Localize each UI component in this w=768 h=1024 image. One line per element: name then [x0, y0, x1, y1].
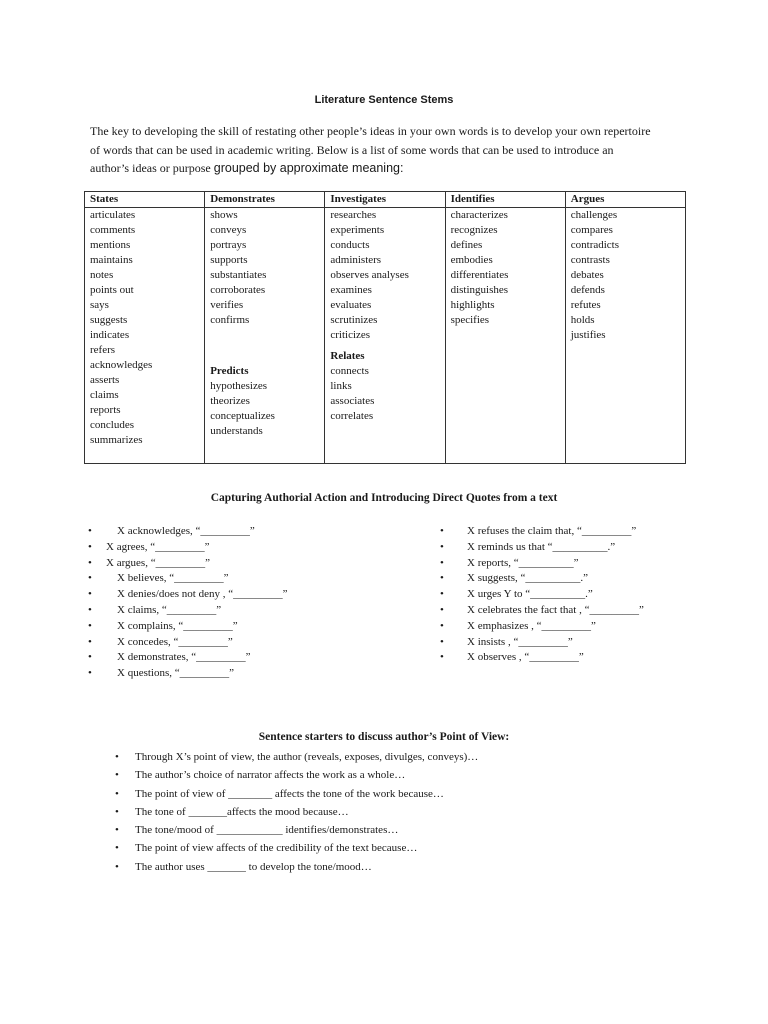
- list-item-text: X refuses the claim that, “_________”: [467, 525, 637, 537]
- point-of-view-list: [115, 748, 478, 876]
- word-item: compares: [570, 224, 613, 236]
- word-table: [84, 191, 686, 464]
- bullet-icon: •: [115, 805, 119, 818]
- word-item: holds: [570, 314, 595, 326]
- word-item: confirms: [210, 314, 250, 326]
- bullet-icon: •: [115, 787, 119, 800]
- list-item-text: X concedes, “_________”: [117, 635, 233, 648]
- word-item: comments: [90, 224, 136, 236]
- list-item: [115, 785, 478, 803]
- word-item: understands: [210, 425, 263, 437]
- word-item: conducts: [330, 239, 370, 251]
- intro-paragraph: [90, 122, 690, 178]
- list-item: [115, 803, 478, 821]
- word-item: suggests: [90, 314, 128, 326]
- list-item-text: The author uses _______ to develop the tone/mood…: [135, 860, 372, 873]
- list-item-text: X believes, “_________”: [117, 572, 229, 585]
- list-item-text: The point of view affects of the credibility of the text because…: [135, 842, 418, 855]
- list-item-text: X agrees, “_________”: [106, 540, 210, 553]
- bullet-icon: •: [115, 842, 119, 855]
- list-item-text: X reports, “__________”: [467, 556, 579, 569]
- list-item-text: X denies/does not deny , “_________”: [117, 588, 288, 601]
- list-item-text: X questions, “_________”: [117, 667, 235, 680]
- bullet-icon: •: [88, 651, 92, 664]
- intro-line-1: The key to developing the skill of restating other people’s ideas in your own words is to develop your own repertoire: [90, 124, 651, 138]
- word-item: distinguishes: [450, 284, 509, 296]
- list-item-text: X urges Y to “__________.”: [467, 588, 593, 601]
- list-item: [88, 666, 287, 682]
- bullet-icon: •: [440, 603, 444, 616]
- word-spacer: [210, 328, 324, 343]
- bullet-icon: •: [88, 525, 92, 537]
- column-investigates: [325, 208, 445, 464]
- word-item: differentiates: [450, 269, 509, 281]
- word-item: links: [330, 380, 352, 392]
- list-item-text: X claims, “_________”: [117, 603, 222, 616]
- word-item: specifies: [450, 314, 490, 326]
- word-item: highlights: [450, 299, 495, 311]
- list-item: [115, 766, 478, 784]
- word-table-body-row: [85, 208, 686, 464]
- list-item: [88, 571, 287, 587]
- word-item: characterizes: [450, 209, 508, 221]
- word-item: administers: [330, 254, 382, 266]
- word-spacer: [210, 343, 324, 358]
- bullet-icon: •: [115, 824, 119, 837]
- list-item: [440, 587, 644, 603]
- word-item: shows: [210, 209, 238, 221]
- word-item: corroborates: [210, 284, 266, 296]
- column-states: [85, 208, 205, 464]
- word-item: articulates: [90, 209, 136, 221]
- word-item: contradicts: [570, 239, 620, 251]
- list-item: [88, 524, 287, 540]
- word-item: refers: [90, 344, 116, 356]
- bullet-icon: •: [115, 860, 119, 873]
- list-item: [440, 524, 644, 540]
- page-title: Literature Sentence Stems: [314, 94, 454, 106]
- word-item: refutes: [570, 299, 601, 311]
- word-item: hypothesizes: [210, 380, 268, 392]
- quotes-list-left: [88, 524, 287, 682]
- section-heading-point-of-view: Sentence starters to discuss author’s Point of View:: [258, 731, 510, 743]
- word-item: indicates: [90, 329, 130, 341]
- word-item: correlates: [330, 410, 374, 422]
- word-item: justifies: [570, 329, 606, 341]
- list-item: [115, 821, 478, 839]
- word-item: supports: [210, 254, 248, 266]
- bullet-icon: •: [115, 769, 119, 782]
- word-item: embodies: [450, 254, 493, 266]
- word-item: observes analyses: [330, 269, 409, 281]
- bullet-icon: •: [88, 556, 92, 569]
- list-item: [88, 540, 287, 556]
- bullet-icon: •: [440, 525, 444, 537]
- bullet-icon: •: [440, 588, 444, 601]
- word-item: evaluates: [330, 299, 372, 311]
- bullet-icon: •: [115, 751, 119, 763]
- word-item: concludes: [90, 419, 134, 431]
- list-item-text: The author’s choice of narrator affects the work as a whole…: [135, 769, 406, 782]
- word-item: says: [90, 299, 109, 311]
- list-item-text: X argues, “_________”: [106, 556, 210, 569]
- word-item: reports: [90, 404, 121, 416]
- bullet-icon: •: [440, 651, 444, 664]
- list-item: [440, 635, 644, 651]
- bullet-icon: •: [88, 619, 92, 632]
- bullet-icon: •: [440, 556, 444, 569]
- list-item-text: X acknowledges, “_________”: [117, 525, 255, 537]
- word-item: associates: [330, 395, 375, 407]
- list-item: [440, 619, 644, 635]
- list-item-text: The point of view of ________ affects the tone of the work because…: [135, 787, 444, 800]
- list-item: [88, 650, 287, 666]
- list-item-text: X emphasizes , “_________”: [467, 619, 596, 632]
- word-item: portrays: [210, 239, 247, 251]
- word-item: examines: [330, 284, 372, 296]
- word-item: connects: [330, 365, 369, 377]
- list-item-text: X reminds us that “__________.”: [467, 540, 616, 553]
- list-item: [440, 556, 644, 572]
- word-item: mentions: [90, 239, 131, 251]
- list-item: [440, 650, 644, 666]
- column-demonstrates: [205, 208, 325, 464]
- word-item: notes: [90, 269, 114, 281]
- bullet-icon: •: [88, 667, 92, 680]
- word-item: defends: [570, 284, 605, 296]
- list-item-text: X complains, “_________”: [117, 619, 238, 632]
- word-item: conveys: [210, 224, 247, 236]
- list-item-text: X insists , “_________”: [467, 635, 573, 648]
- word-item: conceptualizes: [210, 410, 275, 422]
- list-item: [88, 603, 287, 619]
- quotes-list-right: [440, 524, 644, 666]
- header-demonstrates: Demonstrates: [205, 192, 325, 208]
- word-item: debates: [570, 269, 604, 281]
- list-item-text: X demonstrates, “_________”: [117, 651, 251, 664]
- bullet-icon: •: [440, 635, 444, 648]
- section-heading-quotes: Capturing Authorial Action and Introducing Direct Quotes from a text: [210, 492, 558, 504]
- list-item-text: The tone/mood of ____________ identifies/demonstrates…: [135, 824, 399, 837]
- intro-line-3: [90, 159, 690, 178]
- word-item: summarizes: [90, 434, 143, 446]
- word-table-header-row: [85, 192, 686, 208]
- intro-line-3-start: author’s ideas or purpose: [90, 161, 214, 175]
- word-item: experiments: [330, 224, 385, 236]
- bullet-icon: •: [440, 619, 444, 632]
- list-item: [88, 587, 287, 603]
- list-item-text: X observes , “_________”: [467, 651, 584, 664]
- list-item-text: X celebrates the fact that , “_________”: [467, 603, 644, 616]
- subheader-relates: Relates: [330, 350, 365, 362]
- word-item: claims: [90, 389, 119, 401]
- header-investigates: Investigates: [325, 192, 445, 208]
- word-item: acknowledges: [90, 359, 153, 371]
- word-item: contrasts: [570, 254, 610, 266]
- word-item: theorizes: [210, 395, 250, 407]
- word-item: scrutinizes: [330, 314, 378, 326]
- word-item: points out: [90, 284, 134, 296]
- bullet-icon: •: [88, 572, 92, 585]
- word-item: defines: [450, 239, 483, 251]
- word-item: recognizes: [450, 224, 498, 236]
- bullet-icon: •: [88, 540, 92, 553]
- subheader-predicts: Predicts: [210, 365, 249, 377]
- column-argues: [565, 208, 685, 464]
- list-item: [88, 619, 287, 635]
- list-item: [115, 748, 478, 766]
- header-identifies: Identifies: [445, 192, 565, 208]
- bullet-icon: •: [88, 635, 92, 648]
- list-item: [115, 858, 478, 876]
- list-item: [88, 556, 287, 572]
- word-item: researches: [330, 209, 377, 221]
- header-argues: Argues: [565, 192, 685, 208]
- list-item-text: X suggests, “__________.”: [467, 572, 588, 585]
- bullet-icon: •: [440, 540, 444, 553]
- list-item: [440, 603, 644, 619]
- list-item: [88, 635, 287, 651]
- list-item-text: Through X’s point of view, the author (reveals, exposes, divulges, conveys)…: [135, 751, 479, 763]
- word-item: substantiates: [210, 269, 267, 281]
- word-item: verifies: [210, 299, 244, 311]
- list-item: [440, 540, 644, 556]
- bullet-icon: •: [440, 572, 444, 585]
- bullet-icon: •: [88, 603, 92, 616]
- word-item: maintains: [90, 254, 133, 266]
- word-item: criticizes: [330, 329, 371, 341]
- intro-emphasis: grouped by approximate meaning:: [213, 161, 404, 175]
- intro-line-2: of words that can be used in academic writing. Below is a list of some words that can be used to introduce an: [90, 142, 614, 157]
- column-identifies: [445, 208, 565, 464]
- bullet-icon: •: [88, 588, 92, 601]
- word-item: asserts: [90, 374, 120, 386]
- header-states: States: [85, 192, 205, 208]
- list-item: [440, 571, 644, 587]
- word-item: challenges: [570, 209, 618, 221]
- list-item-text: The tone of _______affects the mood because…: [135, 805, 349, 818]
- list-item: [115, 839, 478, 857]
